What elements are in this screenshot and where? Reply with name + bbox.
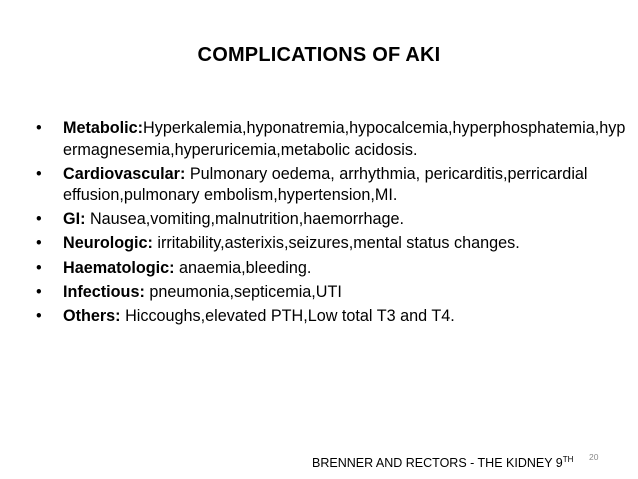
bullet-dot-icon: •: [36, 234, 42, 253]
bullet-dot-icon: •: [36, 119, 42, 137]
bullet-text: irritability,asterixis,seizures,mental status changes.: [152, 234, 520, 253]
bullet-item-infectious: [36, 282, 626, 304]
bullet-item-metabolic: [36, 118, 626, 161]
bullet-item-others: [36, 306, 626, 328]
bullet-label: GI:: [63, 210, 86, 229]
bullet-item-neurologic: [36, 233, 626, 255]
bullet-list: [36, 118, 626, 330]
page-number: 20: [589, 452, 599, 462]
bullet-dot-icon: •: [36, 258, 42, 277]
bullet-dot-icon: •: [36, 306, 42, 325]
bullet-dot-icon: •: [36, 210, 42, 229]
footer-superscript: TH: [562, 455, 574, 464]
bullet-label: Neurologic:: [63, 234, 153, 253]
bullet-item-cardiovascular: [36, 164, 626, 207]
bullet-item-haematologic: [36, 258, 626, 280]
slide-title: COMPLICATIONS OF AKI: [197, 44, 441, 66]
bullet-label: Cardiovascular:: [63, 164, 186, 183]
bullet-text: anaemia,bleeding.: [174, 258, 312, 277]
bullet-label: Metabolic:: [63, 119, 144, 137]
bullet-label: Infectious:: [63, 282, 145, 301]
footer-text: BRENNER AND RECTORS - THE KIDNEY 9: [312, 456, 563, 470]
bullet-item-gi: [36, 209, 626, 231]
bullet-text: Pulmonary oedema, arrhythmia, pericarditis,perricardial effusion,pulmonary embolism,hypertension,MI.: [63, 164, 588, 205]
footer-reference: [312, 455, 573, 470]
bullet-text: pneumonia,septicemia,UTI: [144, 282, 342, 301]
bullet-label: Others:: [63, 306, 121, 325]
bullet-dot-icon: •: [36, 164, 42, 183]
bullet-text: Nausea,vomiting,malnutrition,haemorrhage.: [85, 210, 405, 229]
bullet-dot-icon: •: [36, 282, 42, 301]
bullet-text: Hyperkalemia,hyponatremia,hypocalcemia,hyperphosphatemia,hypermagnesemia,hyperuricemia,metabolic acidosis.: [63, 119, 626, 159]
bullet-text: Hiccoughs,elevated PTH,Low total T3 and T4.: [120, 306, 455, 325]
bullet-label: Haematologic:: [63, 258, 175, 277]
